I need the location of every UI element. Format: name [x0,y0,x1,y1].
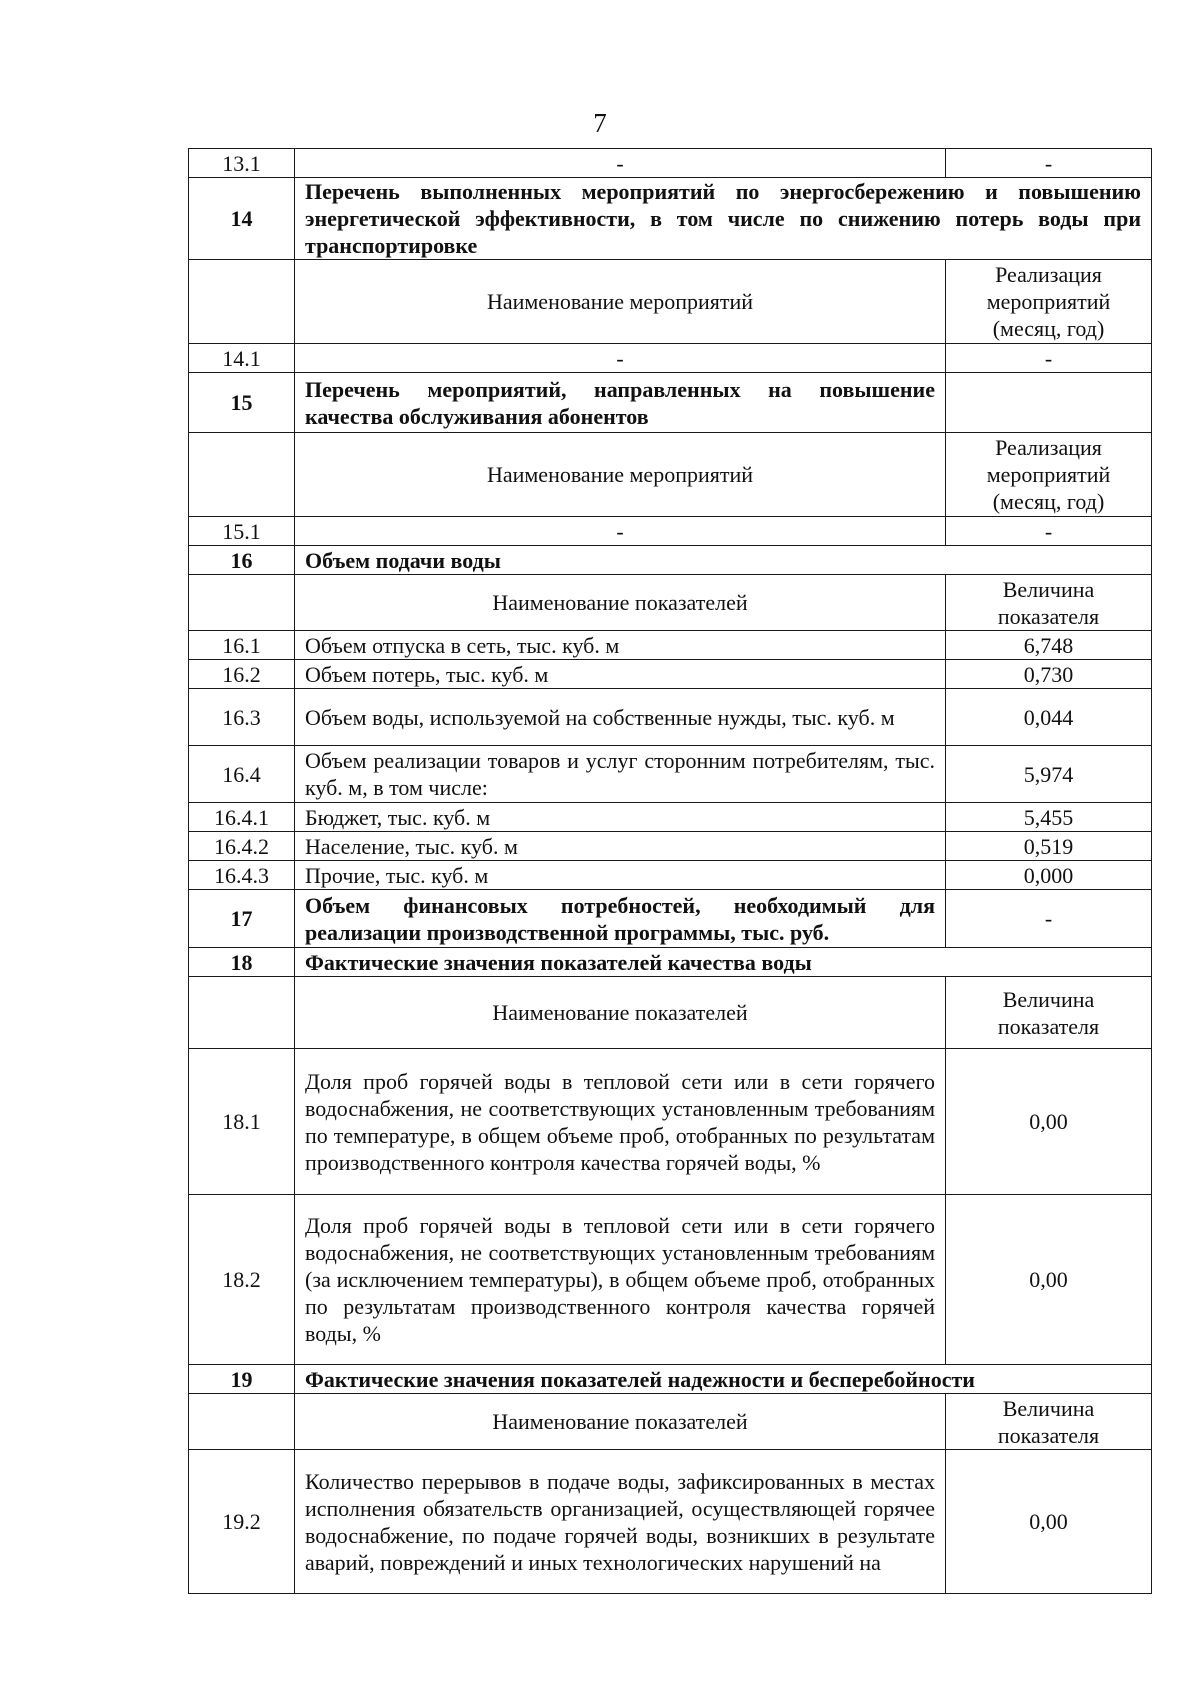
empty-cell [189,1394,295,1450]
row-number: 18 [189,948,295,977]
indicator-value: 0,730 [946,660,1152,689]
indicator-name: Население, тыс. куб. м [295,832,946,861]
cell-dash: - [295,149,946,178]
column-header-indicators: Наименование показателей [295,575,946,631]
section-row [189,1365,1152,1394]
indicator-value: 0,044 [946,689,1152,746]
page-number: 7 [593,108,607,138]
indicator-name: Объем отпуска в сеть, тыс. куб. м [295,631,946,660]
table-row [189,1195,1152,1365]
column-header-value: Величина показателя [946,1394,1152,1450]
indicator-value: 0,000 [946,861,1152,890]
row-number: 13.1 [189,149,295,178]
column-header-realization: Реализация мероприятий (месяц, год) [946,433,1152,517]
table-row [189,517,1152,546]
section-title: Фактические значения показателей качества воды [295,948,1152,977]
indicator-value: 6,748 [946,631,1152,660]
empty-cell [189,260,295,344]
cell-dash: - [946,517,1152,546]
indicator-value: - [946,890,1152,948]
table-row [189,149,1152,178]
row-number: 16.4.2 [189,832,295,861]
table-row [189,631,1152,660]
section-title: Объем подачи воды [295,546,1152,575]
section-title: Перечень мероприятий, направленных на повышение качества обслуживания абонентов [295,373,946,433]
indicator-value: 0,00 [946,1450,1152,1594]
table-row [189,689,1152,746]
section-row [189,178,1152,260]
row-number: 18.1 [189,1049,295,1195]
column-header-measures: Наименование мероприятий [295,260,946,344]
indicator-name: Доля проб горячей воды в тепловой сети или в сети горячего водоснабжения, не соответствующих установленным требованиям (за исключением температуры), в общем объеме проб, отобранных по результатам производственного контроля качества горячей воды, % [295,1195,946,1365]
indicator-value: 0,519 [946,832,1152,861]
production-program-table [188,148,1152,1594]
indicator-name: Объем воды, используемой на собственные нужды, тыс. куб. м [295,689,946,746]
row-number: 18.2 [189,1195,295,1365]
table-row [189,1450,1152,1594]
indicator-value: 5,974 [946,746,1152,803]
indicator-name: Прочие, тыс. куб. м [295,861,946,890]
cell-dash: - [295,344,946,373]
indicator-value: 0,00 [946,1049,1152,1195]
table-row [189,861,1152,890]
section-row [189,890,1152,948]
row-number: 16.4.1 [189,803,295,832]
indicator-name: Количество перерывов в подаче воды, зафиксированных в местах исполнения обязательств организацией, осуществляющей горячее водоснабжение, по подаче горячей воды, возникших в результате аварий, повреждений и иных технологических нарушений на [295,1450,946,1594]
table-row [189,832,1152,861]
column-header-measures: Наименование мероприятий [295,433,946,517]
header-row [189,575,1152,631]
table-row [189,344,1152,373]
cell-dash: - [946,344,1152,373]
row-number: 16.4 [189,746,295,803]
row-number: 14 [189,178,295,260]
empty-cell [189,977,295,1049]
header-row [189,1394,1152,1450]
row-number: 19 [189,1365,295,1394]
section-row [189,546,1152,575]
indicator-name: Доля проб горячей воды в тепловой сети или в сети горячего водоснабжения, не соответствующих установленным требованиям по температуре, в общем объеме проб, отобранных по результатам производственного контроля качества горячей воды, % [295,1049,946,1195]
row-number: 15 [189,373,295,433]
table-row [189,1049,1152,1195]
row-number: 17 [189,890,295,948]
row-number: 14.1 [189,344,295,373]
header-row [189,433,1152,517]
indicator-name: Объем потерь, тыс. куб. м [295,660,946,689]
column-header-value: Величина показателя [946,575,1152,631]
indicator-name: Бюджет, тыс. куб. м [295,803,946,832]
empty-cell [189,575,295,631]
table-row [189,660,1152,689]
section-title: Объем финансовых потребностей, необходимый для реализации производственной программы, тыс. руб. [295,890,946,948]
column-header-value: Величина показателя [946,977,1152,1049]
row-number: 16.1 [189,631,295,660]
column-header-indicators: Наименование показателей [295,1394,946,1450]
section-row [189,373,1152,433]
indicator-value: 5,455 [946,803,1152,832]
section-title: Перечень выполненных мероприятий по энергосбережению и повышению энергетической эффективности, в том числе по снижению потерь воды при транспортировке [295,178,1152,260]
indicator-value: 0,00 [946,1195,1152,1365]
row-number: 15.1 [189,517,295,546]
empty-cell [189,433,295,517]
header-row [189,260,1152,344]
header-row [189,977,1152,1049]
empty-cell [946,373,1152,433]
row-number: 16.2 [189,660,295,689]
cell-dash: - [295,517,946,546]
table-row [189,746,1152,803]
row-number: 16.3 [189,689,295,746]
cell-dash: - [946,149,1152,178]
column-header-realization: Реализация мероприятий (месяц, год) [946,260,1152,344]
table-row [189,803,1152,832]
column-header-indicators: Наименование показателей [295,977,946,1049]
section-title: Фактические значения показателей надежности и бесперебойности [295,1365,1152,1394]
row-number: 16.4.3 [189,861,295,890]
row-number: 16 [189,546,295,575]
section-row [189,948,1152,977]
indicator-name: Объем реализации товаров и услуг сторонним потребителям, тыс. куб. м, в том числе: [295,746,946,803]
row-number: 19.2 [189,1450,295,1594]
